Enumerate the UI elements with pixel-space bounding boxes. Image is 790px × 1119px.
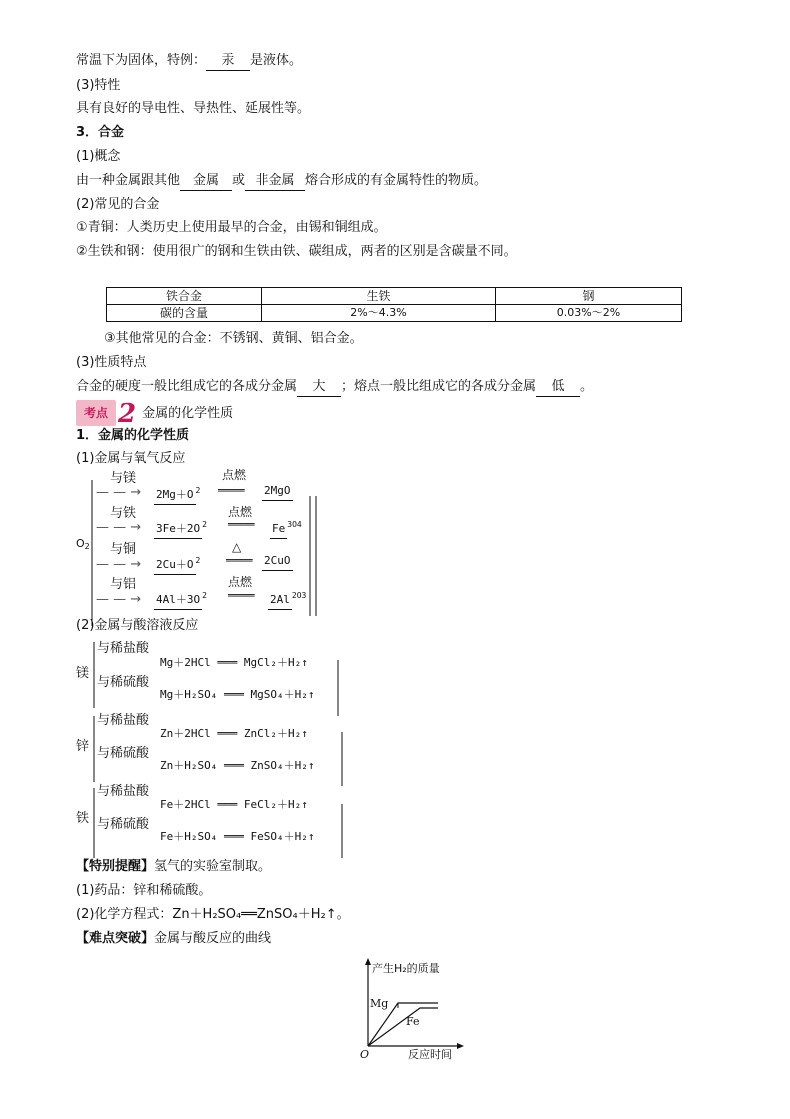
acid-equation: Fe＋H₂SO₄ ═══ FeSO₄＋H₂↑ xyxy=(160,830,315,843)
acid-equation: Mg＋H₂SO₄ ═══ MgSO₄＋H₂↑ xyxy=(160,688,315,701)
acid-row-label: 与稀硫酸 xyxy=(97,746,150,761)
heading-chem: 1．金属的化学性质 xyxy=(76,428,190,443)
table-row xyxy=(107,305,682,322)
heading-traits: (3)特性 xyxy=(76,78,121,93)
table-header: 铁合金 xyxy=(107,288,262,305)
acid-equation: Fe＋2HCl ═══ FeCl₂＋H₂↑ xyxy=(160,798,308,811)
oxygen-equation: 3Fe＋2O $^2$ xyxy=(154,516,207,539)
condition: 点燃 xyxy=(222,468,247,482)
heading-common: (2)常见的合金 xyxy=(76,197,160,212)
traits-text: 具有良好的导电性、导热性、延展性等。 xyxy=(76,101,311,116)
equation-line: (2)化学方程式：Zn＋H₂SO₄══ZnSO₄＋H₂↑。 xyxy=(76,907,350,922)
section-number: 2 xyxy=(118,399,137,429)
acid-metal: 铁 xyxy=(76,811,90,826)
acid-row-label: 与稀硫酸 xyxy=(97,817,150,832)
acid-metal: 锌 xyxy=(76,739,90,754)
acid-metal: 镁 xyxy=(76,666,90,681)
blank-mercury: 汞 xyxy=(206,52,250,71)
section-badge: 考点 xyxy=(76,400,116,426)
x-arrow-icon xyxy=(457,1043,464,1049)
oxygen-row-label: 与铝 xyxy=(110,577,137,592)
blank-hard: 大 xyxy=(297,378,341,397)
y-arrow-icon xyxy=(365,958,371,965)
oxygen-product: 2Al $^{2O3}$ xyxy=(268,587,306,610)
hard-line: 【难点突破】金属与酸反应的曲线 xyxy=(76,931,272,946)
fe-curve xyxy=(368,1008,438,1046)
arrow-icon: — — → xyxy=(96,592,142,607)
heading-traits2: (3)性质特点 xyxy=(76,355,147,370)
oxygen-equation: 4Al＋3O $^2$ xyxy=(154,587,207,610)
equals-sign: ════ xyxy=(228,589,255,602)
section-title: 金属的化学性质 xyxy=(142,406,234,421)
oxygen-product: 2CuO xyxy=(262,552,293,571)
arrow-icon: — — → xyxy=(96,485,142,500)
graph-ylabel: 产生H₂的质量 xyxy=(372,962,440,975)
equals-sign: ════ xyxy=(226,554,253,567)
table-cell: 0.03%～2% xyxy=(496,305,682,322)
arrow-icon: — — → xyxy=(96,557,142,572)
acid-row-label: 与稀盐酸 xyxy=(97,713,150,728)
table-row xyxy=(107,288,682,305)
table-header: 生铁 xyxy=(262,288,496,305)
section-heading xyxy=(76,399,234,429)
equals-sign: ════ xyxy=(228,518,255,531)
heading-oxygen: (1)金属与氧气反应 xyxy=(76,451,186,466)
condition: △ xyxy=(232,540,242,554)
acid-row-label: 与稀硫酸 xyxy=(97,675,150,690)
table-header: 钢 xyxy=(496,288,682,305)
acid-equation: Mg＋2HCl ═══ MgCl₂＋H₂↑ xyxy=(160,656,308,669)
oxygen-row-label: 与铜 xyxy=(110,542,137,557)
blank-nonmetal: 非金属 xyxy=(245,172,305,191)
arrow-icon: — — → xyxy=(96,520,142,535)
condition: 点燃 xyxy=(228,575,253,589)
table-cell: 2%～4.3% xyxy=(262,305,496,322)
acid-equation: Zn＋H₂SO₄ ═══ ZnSO₄＋H₂↑ xyxy=(160,759,315,772)
oxygen-row-label: 与镁 xyxy=(110,471,137,486)
acid-row-label: 与稀盐酸 xyxy=(97,784,150,799)
condition: 点燃 xyxy=(228,505,253,519)
heading-alloy: 3．合金 xyxy=(76,125,125,140)
alloy-table xyxy=(106,287,682,322)
tip-line: 【特别提醒】氢气的实验室制取。 xyxy=(76,859,272,874)
heading-acid: (2)金属与酸溶液反应 xyxy=(76,618,199,633)
concept-line: 由一种金属跟其他 金属 或 非金属 熔合形成的有金属特性的物质。 xyxy=(76,172,487,191)
o2-label: $O_2$ xyxy=(76,537,90,551)
graph-xlabel: 反应时间 xyxy=(408,1048,452,1061)
traits-line: 合金的硬度一般比组成它的各成分金属 大 ；熔点一般比组成它的各成分金属 低 。 xyxy=(76,378,593,397)
oxygen-product: Fe $^{3O4}$ xyxy=(270,516,302,539)
drugs-line: (1)药品：锌和稀硫酸。 xyxy=(76,883,212,898)
heading-concept: (1)概念 xyxy=(76,149,121,164)
oxygen-row-label: 与铁 xyxy=(110,506,137,521)
oxygen-equation: 2Mg＋O $^2$ xyxy=(154,482,200,505)
equals-sign: ════ xyxy=(218,484,245,497)
graph-fe: Fe xyxy=(406,1015,420,1028)
state-line: 常温下为固体，特例： 汞 是液体。 xyxy=(76,52,302,71)
iron-steel-line: ②生铁和钢：使用很广的钢和生铁由铁、碳组成，两者的区别是含碳量不同。 xyxy=(76,244,517,259)
graph-mg: Mg xyxy=(370,997,389,1010)
bronze-line: ①青铜：人类历史上使用最早的合金，由锡和铜组成。 xyxy=(76,220,387,235)
oxygen-product: 2MgO xyxy=(262,482,293,501)
others-line: ③其他常见的合金：不锈钢、黄铜、铝合金。 xyxy=(104,331,363,346)
blank-low: 低 xyxy=(536,378,580,397)
acid-equation: Zn＋2HCl ═══ ZnCl₂＋H₂↑ xyxy=(160,727,308,740)
graph-origin: O xyxy=(360,1048,370,1061)
oxygen-equation: 2Cu＋O $^2$ xyxy=(154,552,200,575)
blank-metal: 金属 xyxy=(180,172,232,191)
acid-row-label: 与稀盐酸 xyxy=(97,641,150,656)
table-cell: 碳的含量 xyxy=(107,305,262,322)
